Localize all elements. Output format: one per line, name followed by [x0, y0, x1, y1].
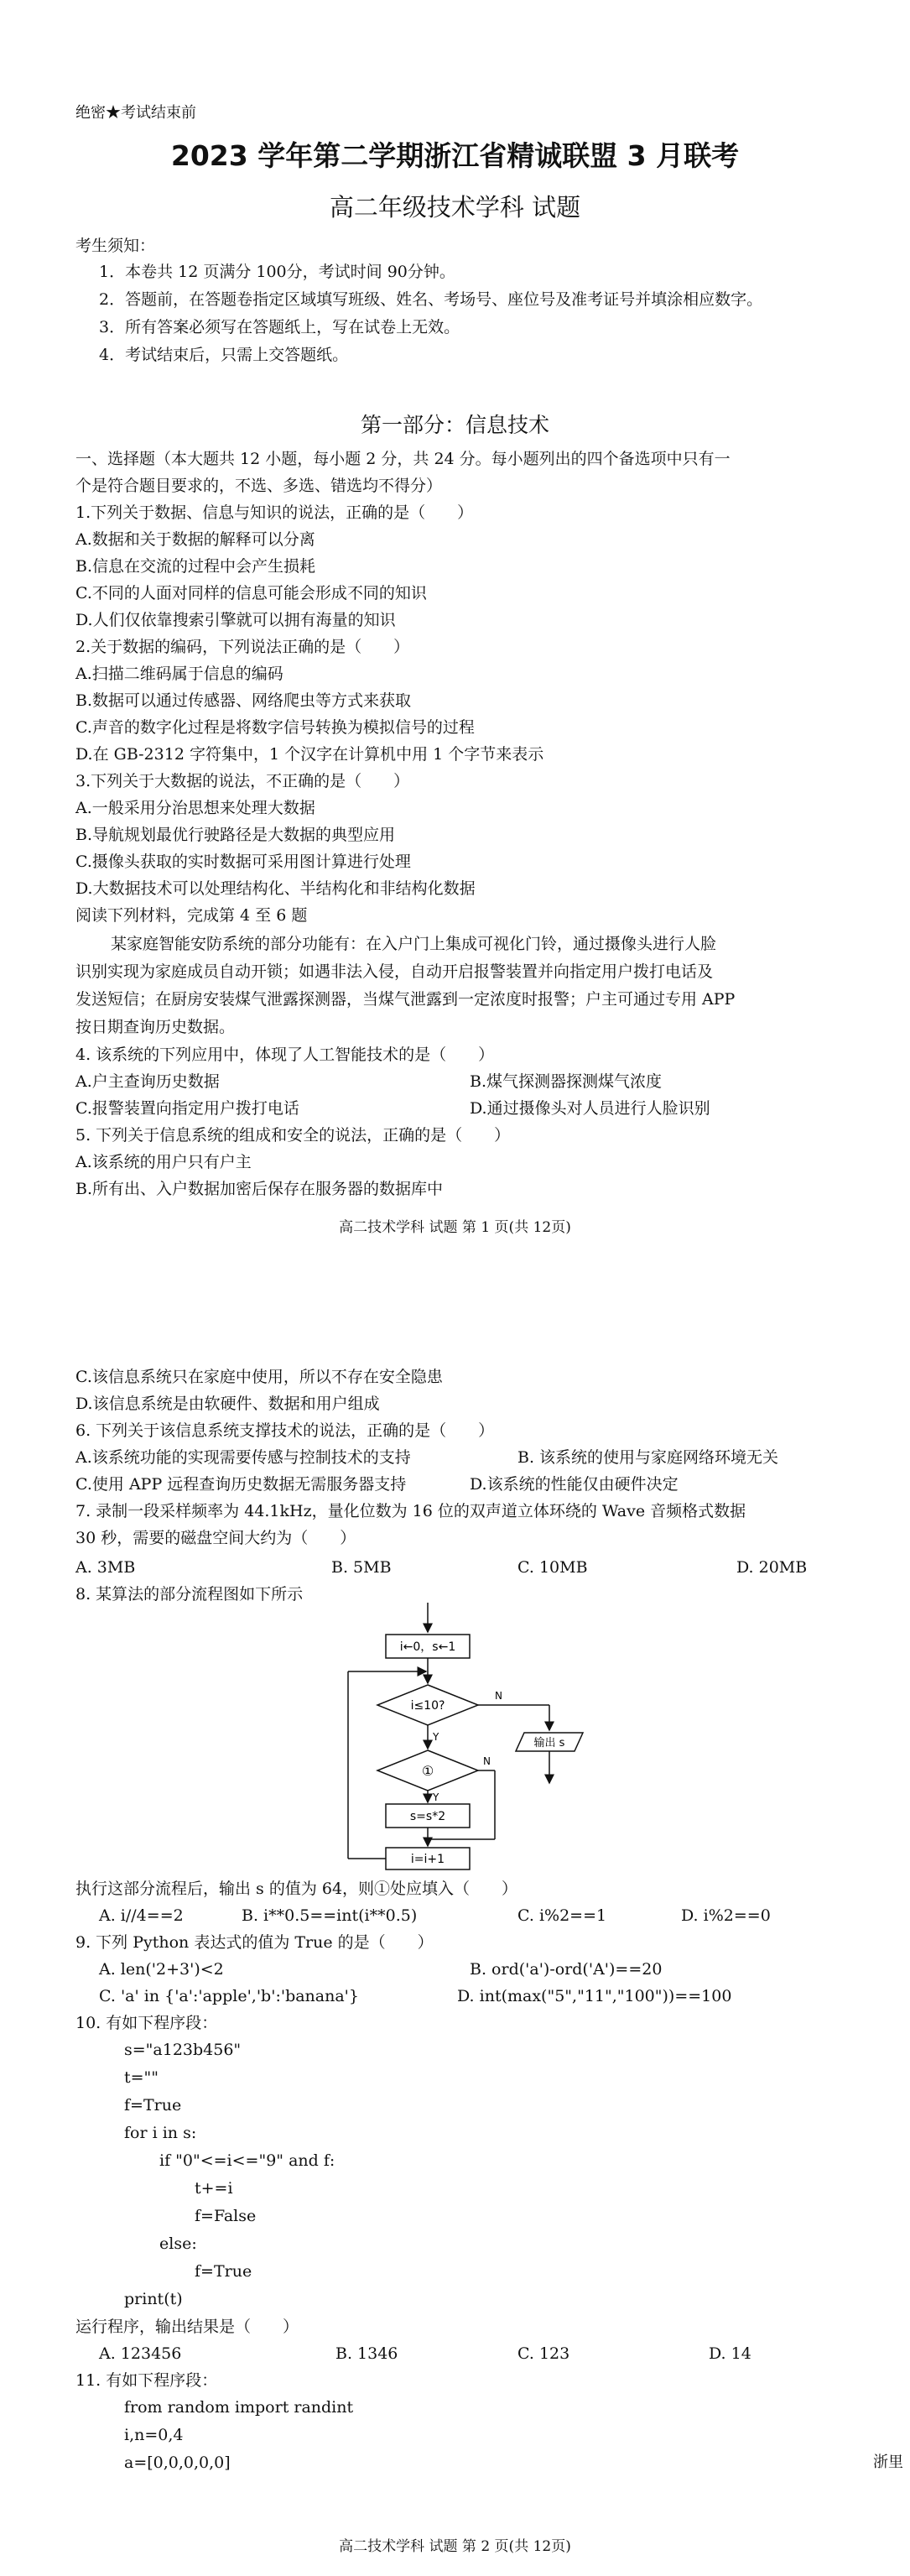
option: C. 10MB [517, 1558, 588, 1577]
question-stem: 执行这部分流程后，输出 s 的值为 64，则①处应填入（ ） [75, 1880, 518, 1898]
material-paragraph: 识别实现为家庭成员自动开锁；如遇非法入侵，自动开启报警装置并向指定用户拨打电话及 [75, 962, 714, 981]
question-stem: 9. 下列 Python 表达式的值为 True 的是（ ） [75, 1933, 434, 1952]
option: B. 该系统的使用与家庭网络环境无关 [517, 1448, 779, 1467]
material-paragraph: 发送短信；在厨房安装煤气泄露探测器，当煤气泄露到一定浓度时报警；户主可通过专用 APP [75, 990, 736, 1009]
option: B. ord('a')-ord('A')==20 [470, 1960, 663, 1979]
flow-cond1-text: i≤10? [410, 1699, 445, 1713]
question-stem: 11. 有如下程序段： [75, 2371, 218, 2390]
code-line: else: [159, 2234, 197, 2253]
option: A. 3MB [75, 1558, 136, 1577]
option: C.使用 APP 远程查询历史数据无需服务器支持 [75, 1475, 407, 1494]
code-line: for i in s: [124, 2124, 197, 2142]
code-line: t="" [124, 2068, 159, 2087]
section-title: 第一部分：信息技术 [360, 413, 549, 437]
question-stem: 10. 有如下程序段： [75, 2014, 218, 2032]
flow-step2-text: i=i+1 [410, 1853, 445, 1866]
option: D.在 GB-2312 字符集中，1 个汉字在计算机中用 1 个字节来表示 [75, 745, 544, 764]
option: C. 'a' in {'a':'apple','b':'banana'} [99, 1987, 359, 2005]
question-stem: 1.下列关于数据、信息与知识的说法，正确的是（ ） [75, 503, 474, 522]
option: B.所有出、入户数据加密后保存在服务器的数据库中 [75, 1180, 444, 1198]
exam-subtitle: 高二年级技术学科 试题 [329, 193, 581, 222]
option: A.户主查询历史数据 [75, 1072, 220, 1091]
option: A.该系统的用户只有户主 [75, 1153, 252, 1171]
material-paragraph: 某家庭智能安防系统的部分功能有：在入户门上集成可视化门铃，通过摄像头进行人脸 [111, 935, 717, 953]
option: C.报警装置向指定用户拨打电话 [75, 1099, 299, 1118]
flow-output-text: 输出 s [533, 1737, 565, 1749]
question-stem: 6. 下列关于该信息系统支撑技术的说法，正确的是（ ） [75, 1421, 495, 1440]
code-line: from random import randint [124, 2398, 354, 2417]
option: D. i%2==0 [681, 1906, 771, 1925]
option: D.大数据技术可以处理结构化、半结构化和非结构化数据 [75, 879, 476, 898]
question-stem: 30 秒，需要的磁盘空间大约为（ ） [75, 1529, 356, 1547]
option: D. int(max("5","11","100"))==100 [457, 1987, 732, 2005]
option: B. 5MB [331, 1558, 392, 1577]
flow-no-label: N [495, 1690, 502, 1702]
flow-no-label: N [483, 1755, 491, 1767]
notice-heading: 考生须知： [75, 237, 156, 255]
flow-yes-label: Y [433, 1791, 439, 1803]
question-stem: 5. 下列关于信息系统的组成和安全的说法，正确的是（ ） [75, 1126, 511, 1145]
exam-title: 2023 学年第二学期浙江省精诚联盟 3 月联考 [170, 139, 740, 172]
code-line: a=[0,0,0,0,0] [124, 2453, 231, 2472]
option: D.人们仅依靠搜索引擎就可以拥有海量的知识 [75, 611, 396, 629]
code-line: i,n=0,4 [124, 2426, 184, 2444]
flowchart [335, 1603, 612, 1871]
side-watermark-text: 浙里 [873, 2453, 903, 2471]
question-stem: 7. 录制一段采样频率为 44.1kHz，量化位数为 16 位的双声道立体环绕的 Wave 音频格式数据 [75, 1502, 746, 1520]
page-footer: 高二技术学科 试题 第 1 页(共 12页) [339, 1219, 571, 1236]
option: D.通过摄像头对人员进行人脸识别 [470, 1099, 710, 1118]
option: B.数据可以通过传感器、网络爬虫等方式来获取 [75, 691, 412, 710]
material-paragraph: 按日期查询历史数据。 [75, 1018, 236, 1036]
section-intro: 个是符合题目要求的，不选、多选、错选均不得分） [75, 477, 443, 495]
notice-item: 3．所有答案必须写在答题纸上，写在试卷上无效。 [99, 318, 460, 336]
question-stem: 4. 该系统的下列应用中，体现了人工智能技术的是（ ） [75, 1046, 495, 1064]
section-intro: 一、选择题（本大题共 12 小题，每小题 2 分，共 24 分。每小题列出的四个备选项中只有一 [75, 450, 731, 468]
flow-yes-label: Y [433, 1731, 439, 1743]
material-lead: 阅读下列材料，完成第 4 至 6 题 [75, 906, 308, 925]
option: A.扫描二维码属于信息的编码 [75, 665, 283, 683]
option: C. i%2==1 [517, 1906, 607, 1925]
code-line: s="a123b456" [124, 2041, 242, 2059]
page-footer: 高二技术学科 试题 第 2 页(共 12页) [339, 2538, 571, 2555]
option: C.声音的数字化过程是将数字信号转换为模拟信号的过程 [75, 718, 475, 737]
option: A.数据和关于数据的解释可以分离 [75, 530, 315, 549]
code-line: print(t) [124, 2290, 183, 2308]
option: B. 1346 [335, 2344, 398, 2363]
option: D. 14 [709, 2344, 751, 2363]
code-line: if "0"<=i<="9" and f: [159, 2151, 335, 2170]
option: B.导航规划最优行驶路径是大数据的典型应用 [75, 826, 396, 844]
code-line: t+=i [195, 2179, 233, 2198]
code-line: f=False [195, 2207, 257, 2225]
option: B.信息在交流的过程中会产生损耗 [75, 557, 316, 576]
option: D.该信息系统是由软硬件、数据和用户组成 [75, 1395, 380, 1413]
option: A.该系统功能的实现需要传感与控制技术的支持 [75, 1448, 411, 1467]
option: C.不同的人面对同样的信息可能会形成不同的知识 [75, 584, 427, 602]
notice-item: 4．考试结束后，只需上交答题纸。 [99, 346, 349, 364]
question-stem: 2.关于数据的编码，下列说法正确的是（ ） [75, 638, 410, 656]
flow-cond2-text: ① [421, 1763, 434, 1779]
option: A. 123456 [99, 2344, 182, 2363]
notice-item: 1．本卷共 12 页满分 100分，考试时间 90分钟。 [99, 263, 455, 281]
question-stem: 运行程序，输出结果是（ ） [75, 2318, 299, 2336]
notice-item: 2．答题前，在答题卷指定区域填写班级、姓名、考场号、座位号及准考证号并填涂相应数字。 [99, 290, 763, 309]
option: C. 123 [517, 2344, 570, 2363]
flow-init-text: i←0，s←1 [399, 1640, 456, 1654]
option: B. i**0.5==int(i**0.5) [242, 1906, 418, 1925]
option: C.摄像头获取的实时数据可采用图计算进行处理 [75, 853, 411, 871]
option: A. len('2+3')<2 [99, 1960, 224, 1979]
flow-step1-text: s=s*2 [409, 1810, 446, 1823]
option: D.该系统的性能仅由硬件决定 [470, 1475, 679, 1494]
option: A.一般采用分治思想来处理大数据 [75, 799, 315, 817]
option: C.该信息系统只在家庭中使用，所以不存在安全隐患 [75, 1368, 443, 1386]
option: D. 20MB [736, 1558, 808, 1577]
question-stem: 8. 某算法的部分流程图如下所示 [75, 1585, 304, 1603]
option: B.煤气探测器探测煤气浓度 [470, 1072, 663, 1091]
confidential-mark: 绝密★考试结束前 [75, 104, 196, 122]
code-line: f=True [124, 2096, 182, 2115]
option: A. i//4==2 [99, 1906, 184, 1925]
code-line: f=True [195, 2262, 252, 2281]
question-stem: 3.下列关于大数据的说法，不正确的是（ ） [75, 772, 410, 790]
